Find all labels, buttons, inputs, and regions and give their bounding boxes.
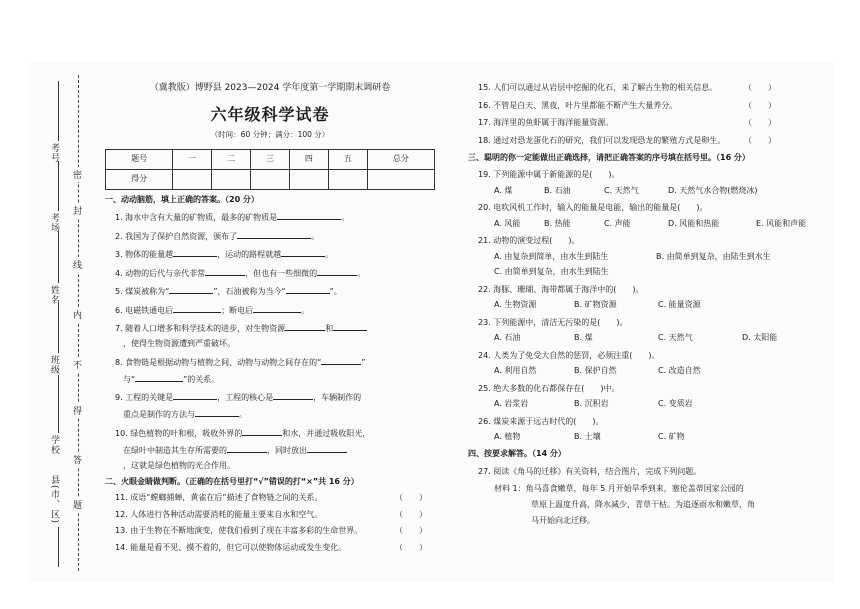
question-text: 2. 我国为了保护自然资源，颁布了: [115, 231, 238, 241]
question: [105, 527, 435, 535]
question: 22. 海豚、珊瑚、海带都属于海洋中的( )。: [478, 284, 644, 294]
question: 3. 物体的能量越 ，运动的路程就越 。: [115, 250, 334, 259]
options-row: [468, 301, 808, 309]
options-row: [468, 367, 808, 375]
answer-blank[interactable]: [173, 392, 217, 400]
option[interactable]: C. 由简单到复杂，由水生到陆生: [494, 267, 609, 276]
option[interactable]: A. 植物: [494, 432, 521, 441]
question: [105, 544, 435, 552]
left-column: [105, 84, 435, 552]
score-cell: 一: [173, 149, 212, 169]
question: [468, 84, 808, 92]
answer-paren[interactable]: （ ）: [395, 509, 427, 519]
question-text: ，车辆制作的: [313, 393, 362, 402]
answer-blank[interactable]: [286, 286, 330, 294]
binding-char: 题: [73, 497, 82, 512]
answer-blank[interactable]: [135, 374, 183, 382]
question: [105, 428, 435, 438]
question-continued: [105, 374, 435, 384]
options-row: [468, 334, 808, 342]
exam-room-blank: [58, 161, 59, 211]
score-cell: 二: [212, 149, 251, 169]
binding-char: 不: [73, 357, 82, 372]
question-text: 4. 动物的后代与亲代非常: [115, 268, 206, 278]
answer-blank[interactable]: [173, 249, 217, 257]
question: [468, 119, 808, 127]
option[interactable]: B. 由简单到复杂，由陆生到水生: [656, 251, 771, 261]
binding-char: 内: [73, 307, 82, 322]
question: 26. 煤炭来源于远古时代的( )。: [478, 416, 604, 426]
option[interactable]: B. 矿物资源: [574, 300, 617, 309]
answer-paren[interactable]: （ ）: [395, 526, 427, 535]
binding-char: 答: [73, 452, 82, 467]
answer-blank[interactable]: [253, 305, 301, 313]
question-text: ”，石油被称为当今“: [213, 287, 286, 296]
options-row: [468, 220, 808, 228]
question-text: 1. 海水中含有大量的矿物质，最多的矿物质是: [115, 213, 278, 222]
question-text: ，但也有一些细微的: [245, 268, 318, 278]
option[interactable]: A. 煤: [494, 185, 513, 195]
score-cell[interactable]: [289, 169, 328, 189]
option[interactable]: B. 煤: [574, 333, 593, 342]
class-blank: [58, 303, 59, 353]
question-text: 在绿叶中制造其生存所需要的: [123, 445, 227, 455]
score-cell: 题号: [106, 149, 173, 169]
exam-number-label: 考号: [49, 143, 59, 163]
answer-blank[interactable]: [321, 357, 361, 365]
option[interactable]: B. 土壤: [574, 432, 601, 441]
question: [105, 511, 435, 519]
material-text: 马开始向北迁移。: [531, 515, 595, 525]
exam-header: （冀教版）博野县 2023—2024 学年度第一学期期末调研卷: [149, 83, 391, 93]
question-text: ，工程的核心是: [217, 393, 274, 402]
question: 27. 阅读《角马的迁移》有关资料，结合图片，完成下列问题。: [478, 466, 702, 476]
answer-blank[interactable]: [285, 323, 325, 331]
answer-paren[interactable]: （ ）: [744, 100, 776, 110]
question-text: 18. 通过对恐龙蛋化石的研究，我们可以发现恐龙的繁殖方式是卵生。: [478, 135, 726, 145]
answer-paren[interactable]: （ ）: [395, 542, 427, 552]
option[interactable]: C. 改造自然: [658, 366, 701, 375]
answer-paren[interactable]: （ ）: [744, 118, 776, 127]
score-cell[interactable]: [367, 169, 434, 189]
exam-number-blank: [58, 81, 59, 141]
option[interactable]: B. 热能: [544, 218, 571, 228]
section-title: 三、聪明的你一定能做出正确选择，请把正确答案的序号填在括号里。（16 分）: [468, 152, 750, 162]
question-text: 10. 绿色植物的叶和根，吸收外界的: [115, 428, 243, 438]
question-text: 3. 物体的能量越: [115, 250, 174, 259]
county-blank: [58, 527, 59, 567]
question: [105, 357, 435, 367]
question-text: 9. 工程的关键是: [115, 393, 174, 402]
option[interactable]: D. 太阳能: [742, 333, 778, 342]
question: 19. 下列能源中属于新能源的是( )。: [478, 170, 620, 179]
school-blank: [58, 375, 59, 433]
score-cell: 总分: [367, 149, 434, 169]
score-value-row: [106, 169, 435, 189]
right-column: [468, 84, 808, 525]
exam-room-label: 考场: [49, 213, 59, 233]
question: 20. 电吹风机工作时，输入的能量是电能，输出的能量是( )。: [478, 203, 708, 212]
exam-subtitle: （时间：60 分钟；满分：100 分）: [210, 130, 330, 139]
question: 1. 海水中含有大量的矿物质，最多的矿物质是 。: [115, 213, 350, 222]
question: [105, 323, 435, 333]
question-text: 13. 由于生物在不断地演变，使我们看到了现在丰富多彩的生命世界。: [115, 526, 363, 535]
question-text: 17. 海洋里的鱼虾属于海洋能量资源。: [478, 118, 614, 127]
option[interactable]: A. 风能: [494, 218, 521, 228]
question-text: 重点是制作的方法与: [123, 410, 195, 419]
binding-margin: [40, 75, 100, 575]
question: 2. 我国为了保护自然资源，颁布了 。: [115, 231, 320, 241]
question: 6. 电磁铁通电后 ；断电后 。: [115, 305, 310, 315]
options-row: [468, 400, 808, 408]
option[interactable]: C. 矿物: [658, 432, 685, 441]
option[interactable]: C. 变质岩: [658, 399, 693, 408]
option[interactable]: A. 生物资源: [494, 300, 537, 309]
question-continued: 重点是制作的方法与 。: [123, 410, 247, 419]
option[interactable]: B. 沉积岩: [574, 399, 609, 408]
answer-blank[interactable]: [242, 428, 282, 436]
question-text: ，运动的路程就越: [217, 250, 282, 259]
option[interactable]: A. 利用自然: [494, 366, 537, 375]
answer-blank[interactable]: [173, 305, 221, 313]
score-header-row: [106, 149, 435, 169]
question-text: 16. 不管是白天、黑夜，叶片里都能不断产生大量养分。: [478, 100, 678, 110]
answer-blank[interactable]: [307, 445, 347, 453]
question-text: ，同时放出: [267, 445, 307, 455]
question-text: 6. 电磁铁通电后: [115, 305, 174, 315]
question: 25. 绝大多数的化石都保存在( )中。: [478, 383, 620, 393]
option[interactable]: A. 石油: [494, 333, 521, 342]
option[interactable]: A. 岩浆岩: [494, 399, 529, 408]
binding-char: 密: [73, 167, 82, 182]
question: [468, 102, 808, 110]
name-label: 姓名: [49, 285, 59, 305]
question-text: 8. 食物链是根据动物与植物之间、动物与动物之间存在的“: [115, 357, 322, 367]
answer-blank[interactable]: [317, 268, 357, 276]
question-continued: ，使得生物资源遭到严重破坏。: [123, 339, 235, 348]
answer-blank[interactable]: [205, 268, 245, 276]
name-blank: [58, 231, 59, 283]
section-title: 四、按要求解答。（14 分）: [468, 449, 566, 458]
answer-blank[interactable]: [273, 392, 313, 400]
question: 24. 人类为了免受大自然的惩罚，必须注重( )。: [478, 350, 660, 360]
answer-paren[interactable]: （ ）: [744, 135, 776, 145]
question: 21. 动物的演变过程( )。: [478, 236, 580, 245]
binding-char: 线: [73, 257, 82, 272]
page-title: 六年级科学试卷: [210, 105, 330, 124]
options-row: [468, 433, 808, 441]
binding-char: 得: [73, 403, 82, 418]
section-title: 二、火眼金睛做判断。（正确的在括号里打“√”错误的打“×”共 16 分）: [105, 476, 359, 486]
option[interactable]: C. 天然气: [658, 333, 693, 342]
question-text: 15. 人们可以通过从岩层中挖掘的化石，来了解古生物的相关信息。: [478, 83, 718, 92]
answer-blank[interactable]: [333, 323, 367, 331]
county-label: 县(市、区): [49, 475, 59, 525]
question-continued: ，这就是绿色植物的光合作用。: [123, 460, 235, 470]
score-table: [105, 149, 435, 190]
question-continued: [105, 445, 435, 455]
option[interactable]: C. 声能: [604, 218, 631, 228]
option[interactable]: D. 天然气水合物(燃烧冰): [668, 185, 758, 195]
binding-char: 封: [73, 203, 82, 218]
question: [468, 137, 808, 145]
options-row: [468, 253, 808, 261]
question-text: 5. 煤炭被称为“: [115, 287, 170, 296]
question: 23. 下列能源中，清洁无污染的是( )。: [478, 317, 628, 327]
option[interactable]: B. 保护自然: [574, 366, 617, 375]
option[interactable]: E. 风能和声能: [756, 218, 807, 228]
class-label: 班级: [49, 355, 59, 375]
option[interactable]: C. 能量资源: [658, 300, 701, 309]
question: [105, 392, 435, 402]
score-cell: 四: [289, 149, 328, 169]
question-text: ”: [361, 357, 366, 367]
material-text: 材料 1：角马喜食嫩草，每年 5 月开始旱季到来，塞伦盖蒂国家公园的: [494, 483, 744, 493]
answer-blank[interactable]: [169, 286, 213, 294]
score-cell: 得分: [106, 169, 173, 189]
answer-blank[interactable]: [277, 212, 341, 220]
question-text: 7. 随着人口增多和科学技术的进步，对生物资源: [115, 324, 286, 333]
answer-blank[interactable]: [195, 409, 239, 417]
question: [105, 494, 435, 502]
question-text: 与“: [123, 374, 136, 384]
question-text: 14. 能量是看不见、摸不着的，但它可以使物体运动或发生变化。: [115, 542, 347, 552]
score-cell[interactable]: [173, 169, 212, 189]
answer-blank[interactable]: [281, 249, 325, 257]
answer-paren[interactable]: （ ）: [395, 493, 427, 502]
option[interactable]: A. 由复杂到简单，由水生到陆生: [494, 251, 609, 261]
question-text: 和水，并通过吸收阳光，: [282, 428, 371, 438]
score-cell[interactable]: [328, 169, 367, 189]
options-row: [468, 268, 808, 276]
option[interactable]: C. 天然气: [604, 185, 639, 195]
option[interactable]: B. 石油: [544, 185, 571, 195]
score-cell[interactable]: [212, 169, 251, 189]
question-text: 和: [325, 324, 334, 333]
school-label: 学校: [49, 435, 59, 455]
score-cell: 三: [251, 149, 290, 169]
options-row: [468, 187, 808, 195]
material-text: 草原上温度升高，降水减少，青草干枯。为追逐雨水和嫩草，角: [531, 499, 755, 509]
score-cell: 五: [328, 149, 367, 169]
question: [105, 286, 435, 296]
score-cell[interactable]: [251, 169, 290, 189]
answer-paren[interactable]: （ ）: [744, 83, 776, 92]
question-text: ”的关系。: [183, 374, 220, 384]
question-text: ”。: [329, 287, 342, 296]
question: 4. 动物的后代与亲代非常 ，但也有一些细微的 。: [115, 268, 366, 278]
answer-blank[interactable]: [237, 231, 311, 239]
question-text: ；断电后: [221, 305, 254, 315]
question-text: 12. 人体进行各种活动需要消耗的能量主要来自水和空气。: [115, 509, 323, 519]
answer-blank[interactable]: [227, 445, 267, 453]
question-text: 11. 成语“螳螂捕蝉，黄雀在后”描述了食物链之间的关系。: [115, 493, 323, 502]
option[interactable]: D. 风能和热能: [668, 218, 720, 228]
section-title: 一、动动脑筋，填上正确的答案。（20 分）: [105, 194, 259, 204]
